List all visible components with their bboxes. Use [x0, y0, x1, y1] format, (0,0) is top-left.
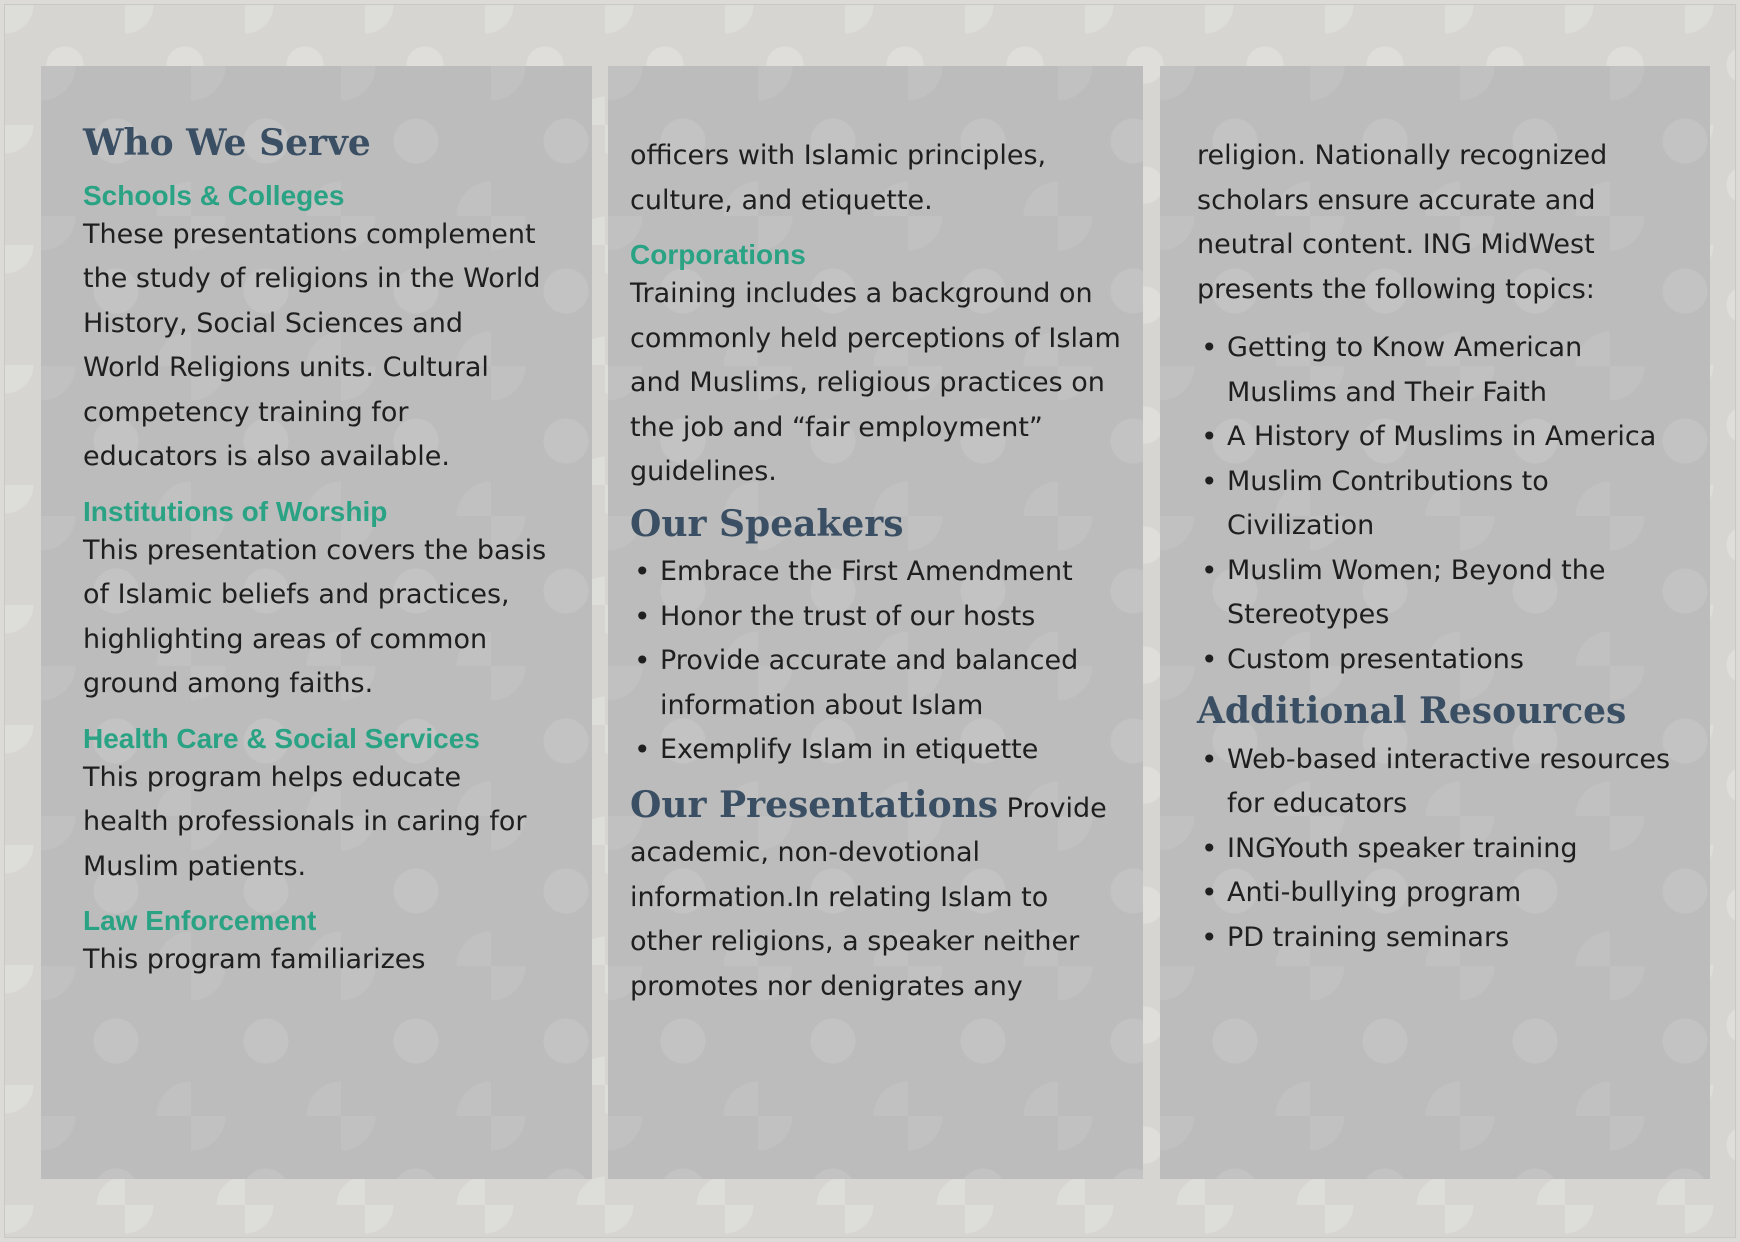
- list-item: • Anti-bullying program: [1197, 871, 1696, 916]
- law-enforcement-continued: officers with Islamic principles, culture, and etiquette.: [630, 140, 1047, 216]
- list-item: • Embrace the First Amendment: [630, 550, 1123, 595]
- list-item: • Exemplify Islam in etiquette: [630, 728, 1123, 773]
- panel-who-we-serve: [41, 66, 592, 1179]
- list-item: • Getting to Know American Muslims and Their Faith: [1197, 326, 1696, 415]
- additional-resources-title: Additional Resources: [1197, 690, 1627, 732]
- corporations-heading: Corporations: [630, 239, 806, 270]
- panel-topics-resources: [1160, 66, 1710, 1179]
- institutions-worship-body: This presentation covers the basis of Islamic beliefs and practices, highlighting areas of common ground among faiths.: [83, 534, 547, 700]
- list-item: • Muslim Women; Beyond the Stereotypes: [1197, 549, 1696, 638]
- corporations-body: Training includes a background on commonly held perceptions of Islam and Muslims, religious practices on the job and “fair employment” guidelines.: [630, 278, 1121, 487]
- law-enforcement-body: This program familiarizes: [83, 944, 426, 976]
- schools-colleges-body: These presentations complement the study of religions in the World History, Social Sciences and World Religions units. Cultural competency training for educators is also available.: [83, 218, 541, 473]
- topics-list: [1197, 326, 1696, 682]
- our-speakers-title: Our Speakers: [630, 502, 904, 545]
- list-item: • Muslim Contributions to Civilization: [1197, 460, 1696, 549]
- speakers-list: [630, 550, 1123, 773]
- presentations-continued: religion. Nationally recognized scholars ensure accurate and neutral content. ING MidWest presents the following topics:: [1197, 140, 1608, 305]
- panel-speakers-presentations: [608, 66, 1143, 1179]
- list-item: • PD training seminars: [1197, 916, 1696, 961]
- resources-list: [1197, 738, 1696, 961]
- list-item: • INGYouth speaker training: [1197, 827, 1696, 872]
- list-item: • Web-based interactive resources for educators: [1197, 738, 1696, 827]
- health-care-heading: Health Care & Social Services: [83, 722, 480, 754]
- institutions-worship-heading: Institutions of Worship: [83, 495, 388, 527]
- presentations-paragraph: [630, 783, 1123, 1010]
- health-care-body: This program helps educate health professionals in caring for Muslim patients.: [83, 761, 527, 882]
- law-enforcement-heading: Law Enforcement: [83, 905, 317, 937]
- list-item: • Custom presentations: [1197, 638, 1696, 683]
- list-item: • A History of Muslims in America: [1197, 415, 1696, 460]
- presentations-body: Provide academic, non-devotional information.In relating Islam to other religions, a speaker neither promotes nor denigrates any: [630, 792, 1107, 1002]
- schools-colleges-heading: Schools & Colleges: [83, 179, 345, 211]
- our-presentations-title: Our Presentations: [630, 783, 999, 826]
- who-we-serve-title: Who We Serve: [83, 122, 371, 164]
- list-item: • Honor the trust of our hosts: [630, 595, 1123, 640]
- brochure-sheet: [4, 4, 1736, 1238]
- list-item: • Provide accurate and balanced information about Islam: [630, 639, 1123, 728]
